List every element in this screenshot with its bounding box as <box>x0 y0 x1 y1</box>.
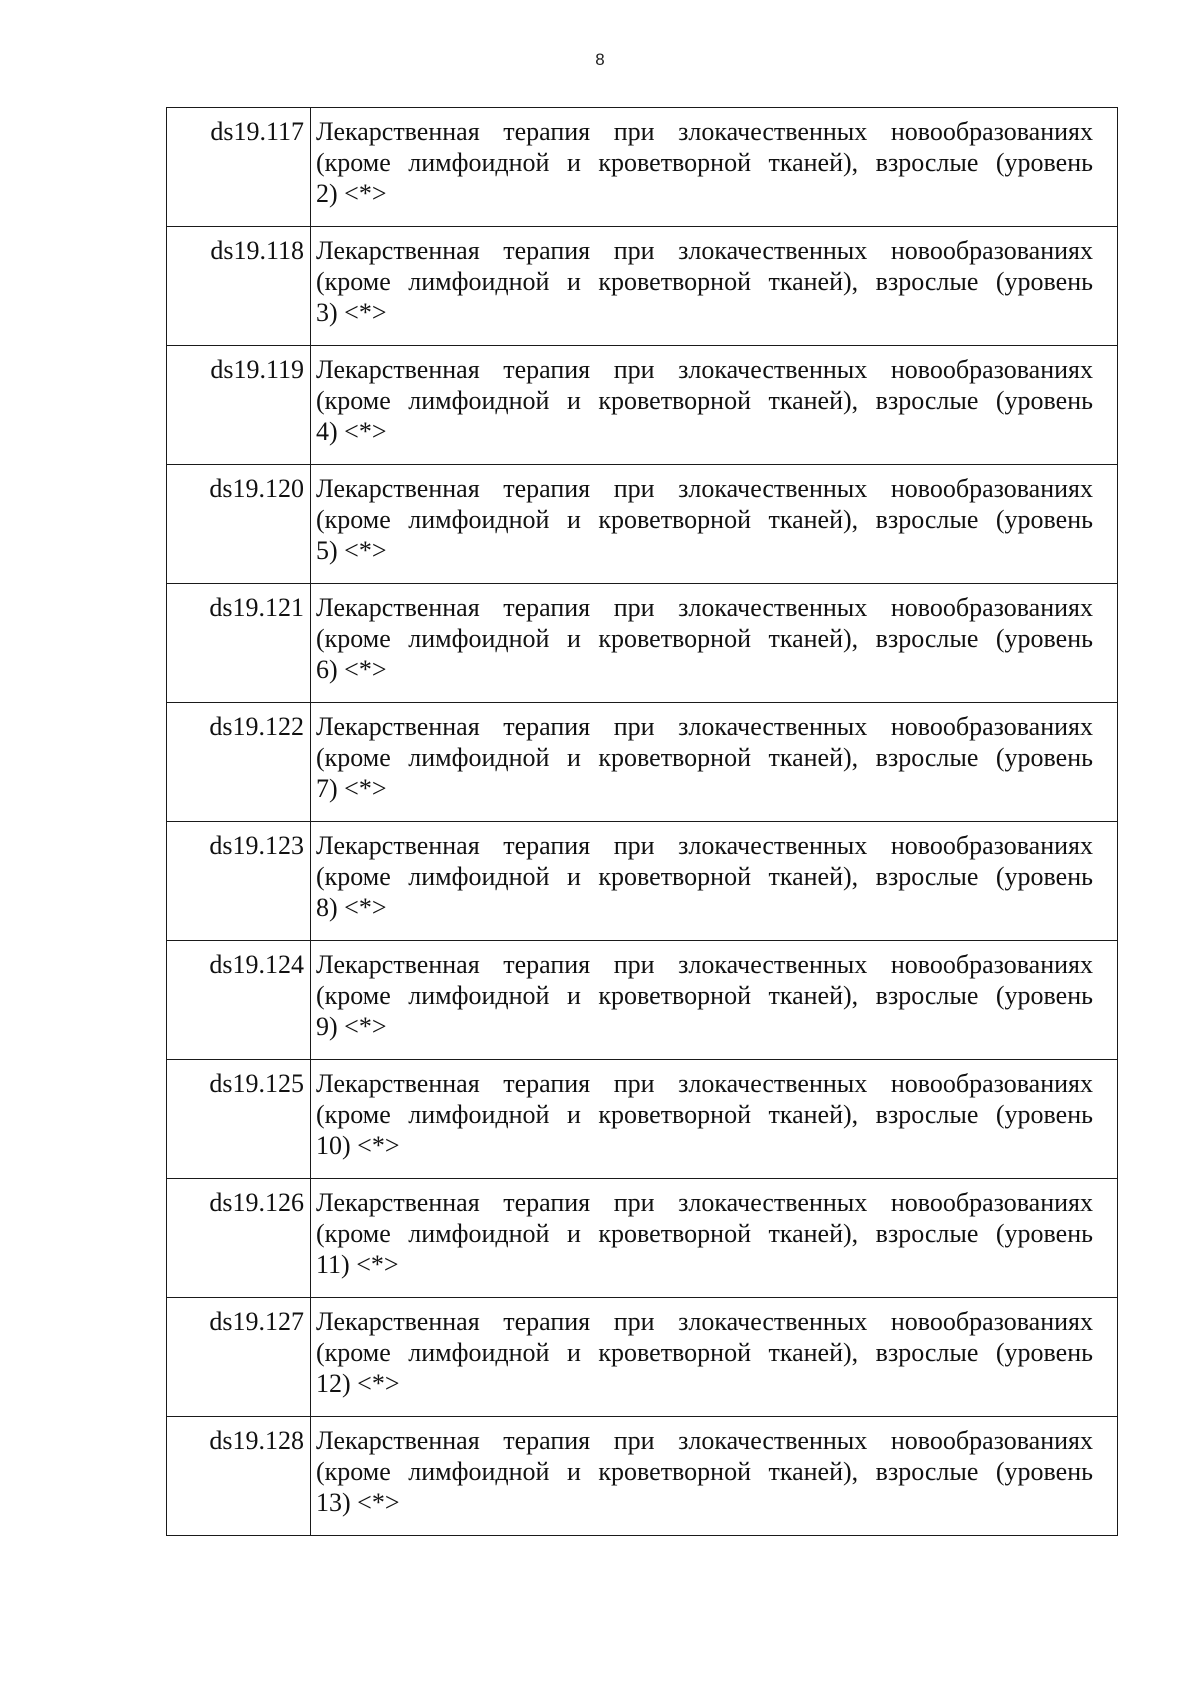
description-line: (кроме лимфоидной и кроветворной тканей), взрослые (уровень <box>316 386 1093 415</box>
description-cell <box>311 822 1118 941</box>
description-line: Лекарственная терапия при злокачественных новообразованиях <box>316 355 1093 384</box>
code-cell: ds19.121 <box>167 584 311 703</box>
code-cell: ds19.125 <box>167 1060 311 1179</box>
description-line: (кроме лимфоидной и кроветворной тканей), взрослые (уровень <box>316 148 1093 177</box>
description-line: Лекарственная терапия при злокачественных новообразованиях <box>316 831 1093 860</box>
description-line: 10) <*> <box>316 1131 400 1160</box>
code-cell: ds19.127 <box>167 1298 311 1417</box>
description-line: Лекарственная терапия при злокачественных новообразованиях <box>316 474 1093 503</box>
code-cell: ds19.122 <box>167 703 311 822</box>
code-cell: ds19.123 <box>167 822 311 941</box>
code-cell: ds19.126 <box>167 1179 311 1298</box>
description-cell <box>311 346 1118 465</box>
description-cell <box>311 1417 1118 1536</box>
description-cell <box>311 108 1118 227</box>
description-cell <box>311 1060 1118 1179</box>
description-line: (кроме лимфоидной и кроветворной тканей), взрослые (уровень <box>316 1100 1093 1129</box>
description-line: (кроме лимфоидной и кроветворной тканей), взрослые (уровень <box>316 743 1093 772</box>
description-line: 13) <*> <box>316 1488 400 1517</box>
description-cell <box>311 1298 1118 1417</box>
table-row <box>167 227 1118 346</box>
code-cell: ds19.120 <box>167 465 311 584</box>
code-cell: ds19.119 <box>167 346 311 465</box>
description-cell <box>311 465 1118 584</box>
table-row <box>167 1060 1118 1179</box>
table-row <box>167 346 1118 465</box>
description-line: (кроме лимфоидной и кроветворной тканей), взрослые (уровень <box>316 1338 1093 1367</box>
description-line: (кроме лимфоидной и кроветворной тканей), взрослые (уровень <box>316 267 1093 296</box>
description-line: 4) <*> <box>316 417 387 446</box>
description-line: (кроме лимфоидной и кроветворной тканей), взрослые (уровень <box>316 1457 1093 1486</box>
description-line: 5) <*> <box>316 536 387 565</box>
description-line: Лекарственная терапия при злокачественных новообразованиях <box>316 1426 1093 1455</box>
description-line: 6) <*> <box>316 655 387 684</box>
description-cell <box>311 1179 1118 1298</box>
description-cell <box>311 941 1118 1060</box>
description-cell <box>311 703 1118 822</box>
description-cell <box>311 227 1118 346</box>
code-cell: ds19.118 <box>167 227 311 346</box>
description-line: Лекарственная терапия при злокачественных новообразованиях <box>316 117 1093 146</box>
description-line: (кроме лимфоидной и кроветворной тканей), взрослые (уровень <box>316 1219 1093 1248</box>
description-line: Лекарственная терапия при злокачественных новообразованиях <box>316 1069 1093 1098</box>
tariff-table <box>166 107 1118 1536</box>
description-line: Лекарственная терапия при злокачественных новообразованиях <box>316 236 1093 265</box>
table-row <box>167 703 1118 822</box>
description-cell <box>311 584 1118 703</box>
table-row <box>167 1298 1118 1417</box>
table-body <box>167 108 1118 1536</box>
table-row <box>167 584 1118 703</box>
table-row <box>167 822 1118 941</box>
description-line: 7) <*> <box>316 774 387 803</box>
description-line: (кроме лимфоидной и кроветворной тканей), взрослые (уровень <box>316 862 1093 891</box>
code-cell: ds19.124 <box>167 941 311 1060</box>
description-line: Лекарственная терапия при злокачественных новообразованиях <box>316 950 1093 979</box>
table-row <box>167 465 1118 584</box>
description-line: 12) <*> <box>316 1369 400 1398</box>
description-line: 8) <*> <box>316 893 387 922</box>
code-cell: ds19.128 <box>167 1417 311 1536</box>
description-line: (кроме лимфоидной и кроветворной тканей), взрослые (уровень <box>316 624 1093 653</box>
description-line: Лекарственная терапия при злокачественных новообразованиях <box>316 593 1093 622</box>
code-cell: ds19.117 <box>167 108 311 227</box>
table-row <box>167 108 1118 227</box>
description-line: 9) <*> <box>316 1012 387 1041</box>
description-line: 3) <*> <box>316 298 387 327</box>
description-line: (кроме лимфоидной и кроветворной тканей), взрослые (уровень <box>316 505 1093 534</box>
description-line: (кроме лимфоидной и кроветворной тканей), взрослые (уровень <box>316 981 1093 1010</box>
description-line: 2) <*> <box>316 179 387 208</box>
description-line: Лекарственная терапия при злокачественных новообразованиях <box>316 712 1093 741</box>
description-line: 11) <*> <box>316 1250 399 1279</box>
table-row <box>167 1417 1118 1536</box>
page-number: 8 <box>595 50 605 69</box>
description-line: Лекарственная терапия при злокачественных новообразованиях <box>316 1188 1093 1217</box>
table-row <box>167 941 1118 1060</box>
description-line: Лекарственная терапия при злокачественных новообразованиях <box>316 1307 1093 1336</box>
table-row <box>167 1179 1118 1298</box>
